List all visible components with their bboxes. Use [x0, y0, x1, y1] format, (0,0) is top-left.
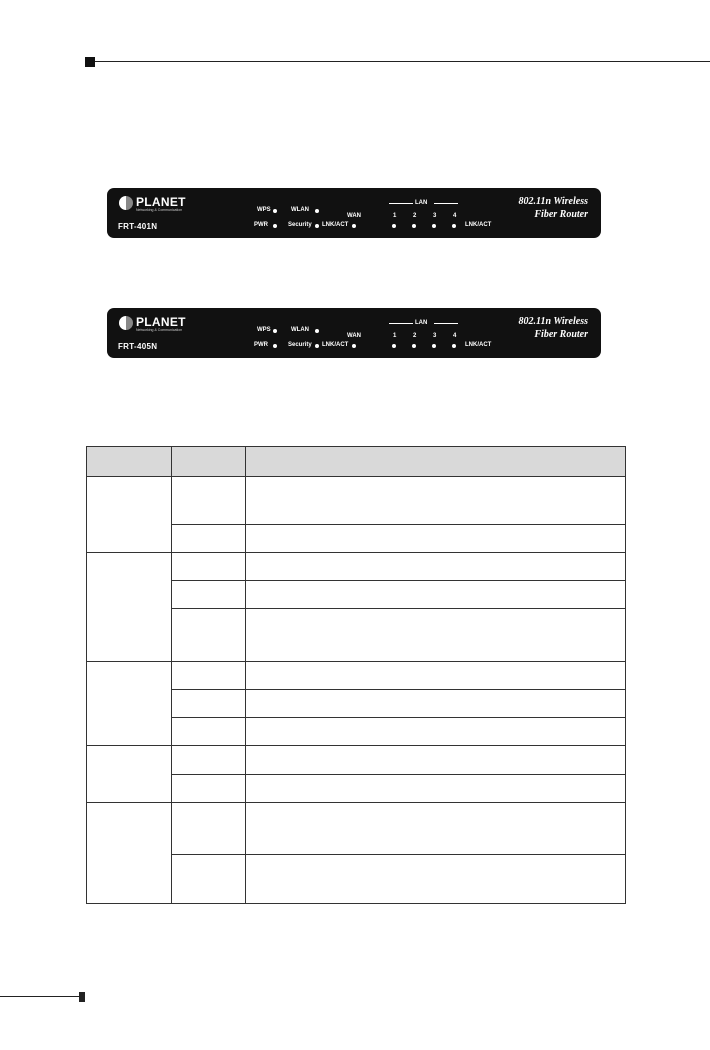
- state-cell: [172, 581, 246, 609]
- logo-text: PLANET: [136, 195, 186, 209]
- led-lan-4: [452, 344, 456, 348]
- lan-port-3-label: 3: [433, 213, 437, 219]
- model-label: FRT-401N: [118, 222, 158, 231]
- led-wan: [352, 224, 356, 228]
- led-name-cell: [87, 553, 172, 662]
- lan-bracket-right: [434, 203, 458, 204]
- state-cell: [172, 746, 246, 775]
- lan-port-1-label: 1: [393, 213, 397, 219]
- led-name-cell: [87, 746, 172, 803]
- planet-logo-icon: [119, 316, 133, 330]
- description-cell: [246, 553, 626, 581]
- led-wan: [352, 344, 356, 348]
- led-label-wps: WPS: [257, 207, 271, 213]
- description-cell: [246, 803, 626, 855]
- led-lan-2: [412, 224, 416, 228]
- lan-port-4-label: 4: [453, 333, 457, 339]
- led-label-wan: WAN: [347, 213, 361, 219]
- front-panel-frt-401n: [107, 188, 601, 238]
- state-cell: [172, 477, 246, 525]
- led-label-wps: WPS: [257, 327, 271, 333]
- state-cell: [172, 525, 246, 553]
- table-row: [87, 553, 626, 581]
- led-label-security: Security: [288, 342, 312, 348]
- header-cell: [87, 447, 172, 477]
- led-label-pwr: PWR: [254, 342, 268, 348]
- led-label-wan-lnk-act: LNK/ACT: [322, 222, 349, 228]
- led-definition-table: [86, 446, 626, 904]
- led-name-cell: [87, 477, 172, 553]
- state-cell: [172, 775, 246, 803]
- led-label-wlan: WLAN: [291, 207, 309, 213]
- header-cell: [172, 447, 246, 477]
- state-cell: [172, 855, 246, 904]
- table-row: [87, 662, 626, 690]
- lan-bracket-right: [434, 323, 458, 324]
- model-label: FRT-405N: [118, 342, 158, 351]
- lan-label: LAN: [415, 200, 428, 206]
- logo-text: PLANET: [136, 315, 186, 329]
- led-pwr: [273, 224, 277, 228]
- table-row: [87, 746, 626, 775]
- brand-line-2: Fiber Router: [534, 209, 588, 220]
- logo-tagline: Networking & Communication: [136, 208, 183, 212]
- description-cell: [246, 855, 626, 904]
- header-rule: [95, 61, 710, 62]
- led-name-cell: [87, 803, 172, 904]
- lan-port-3-label: 3: [433, 333, 437, 339]
- header-marker: [85, 57, 95, 67]
- lan-lnk-act-label: LNK/ACT: [465, 342, 492, 348]
- description-cell: [246, 718, 626, 746]
- led-lan-3: [432, 224, 436, 228]
- brand-line-2: Fiber Router: [534, 329, 588, 340]
- description-cell: [246, 477, 626, 525]
- lan-lnk-act-label: LNK/ACT: [465, 222, 492, 228]
- led-wlan: [315, 209, 319, 213]
- state-cell: [172, 553, 246, 581]
- led-label-wan: WAN: [347, 333, 361, 339]
- led-label-wlan: WLAN: [291, 327, 309, 333]
- lan-label: LAN: [415, 320, 428, 326]
- header-cell: [246, 447, 626, 477]
- led-lan-3: [432, 344, 436, 348]
- front-panel-frt-405n: [107, 308, 601, 358]
- table-row: [87, 803, 626, 855]
- table-header-row: [87, 447, 626, 477]
- state-cell: [172, 803, 246, 855]
- led-label-wan-lnk-act: LNK/ACT: [322, 342, 349, 348]
- planet-logo-icon: [119, 196, 133, 210]
- lan-port-1-label: 1: [393, 333, 397, 339]
- lan-port-4-label: 4: [453, 213, 457, 219]
- led-lan-1: [392, 344, 396, 348]
- led-wlan: [315, 329, 319, 333]
- description-cell: [246, 775, 626, 803]
- led-label-security: Security: [288, 222, 312, 228]
- state-cell: [172, 690, 246, 718]
- table-row: [87, 477, 626, 525]
- description-cell: [246, 581, 626, 609]
- led-label-pwr: PWR: [254, 222, 268, 228]
- state-cell: [172, 662, 246, 690]
- description-cell: [246, 662, 626, 690]
- led-security: [315, 344, 319, 348]
- lan-port-2-label: 2: [413, 213, 417, 219]
- footer-marker: [79, 992, 85, 1002]
- led-lan-1: [392, 224, 396, 228]
- led-wps: [273, 329, 277, 333]
- footer-rule: [0, 996, 85, 997]
- logo-tagline: Networking & Communication: [136, 328, 183, 332]
- led-security: [315, 224, 319, 228]
- lan-bracket-left: [389, 323, 413, 324]
- led-lan-2: [412, 344, 416, 348]
- description-cell: [246, 746, 626, 775]
- led-pwr: [273, 344, 277, 348]
- lan-bracket-left: [389, 203, 413, 204]
- brand-line-1: 802.11n Wireless: [518, 316, 588, 327]
- description-cell: [246, 690, 626, 718]
- lan-port-2-label: 2: [413, 333, 417, 339]
- state-cell: [172, 609, 246, 662]
- brand-line-1: 802.11n Wireless: [518, 196, 588, 207]
- led-name-cell: [87, 662, 172, 746]
- led-wps: [273, 209, 277, 213]
- description-cell: [246, 525, 626, 553]
- led-lan-4: [452, 224, 456, 228]
- description-cell: [246, 609, 626, 662]
- state-cell: [172, 718, 246, 746]
